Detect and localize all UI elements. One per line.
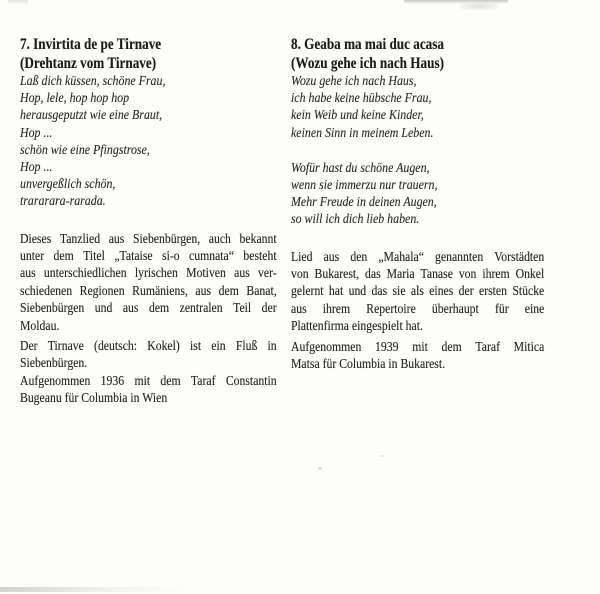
notes-line: Bugeanu für Columbia in Wien [20,390,168,406]
track-7-title: 7. Invirtita de pe Tirnave [20,36,162,53]
scan-speck [381,455,384,457]
notes-line: Matsa für Columbia in Bukarest. [291,356,446,372]
lyric-line: Mehr Freude in deinen Augen, [291,195,437,211]
lyric-line: kein Weib und keine Kinder, [291,108,424,124]
notes-line: Der Tirnave (deutsch: Kokel) ist ein Fluß in [20,338,277,354]
notes-line: aus ihrem Repertoire überhaupt für eine [291,300,545,316]
track-8-notes [291,248,544,373]
notes-line: von Bukarest, das Maria Tanase von ihrem Onkel [291,266,545,282]
track-8-lyrics [291,73,544,229]
notes-line: schiedenen Regionen Rumäniens, aus dem Banat, [20,282,277,298]
lyric-line: Laß dich küssen, schöne Frau, [20,74,166,89]
notes-line: Aufgenommen 1936 mit dem Taraf Constantin [20,372,277,388]
lyric-line: unvergeßlich schön, [20,177,116,193]
lyric-line: herausgeputzt wie eine Braut, [20,108,163,124]
track-7-notes [20,230,277,407]
lyric-line: so will ich dich lieb haben. [291,212,420,228]
lyrics-stanza [291,73,544,142]
lyric-line: Wozu gehe ich nach Haus, [291,74,417,89]
lyrics-stanza [291,160,544,229]
scan-smudge-top-left [8,0,28,5]
scan-smudge-bottom-left [0,587,190,592]
notes-line: Siebenbürgen und aus dem zentralen Teil der [20,300,277,316]
lyric-line: ich habe keine hübsche Frau, [291,91,432,107]
lyric-line: keinen Sinn in meinem Leben. [291,125,434,141]
notes-line: Plattenfirma eingespielt hat. [291,318,423,334]
lyric-line: Hop, lele, hop hop hop [20,91,130,107]
notes-line: Siebenbürgen. [20,355,88,371]
track-7-section [20,36,277,407]
notes-line: Dieses Tanzlied aus Siebenbürgen, auch bekannt [20,230,277,246]
notes-line: Lied aus den „Mahala“ genannten Vorstädten [291,248,545,264]
notes-line: aus unterschiedlichen lyrischen Motiven aus ver- [20,265,277,281]
notes-line: gelernt hat und das sie als eines der ersten Stücke [291,283,545,299]
lyric-line: trararara-rarada. [20,194,106,210]
lyric-line: schön wie eine Pfingstrose, [20,142,150,158]
track-8-title: 8. Geaba ma mai duc acasa [291,36,444,53]
notes-line: Moldau. [20,317,60,333]
lyric-line: wenn sie immerzu nur trauern, [291,178,438,194]
track-8-section [291,36,544,372]
track-8-subtitle: (Wozu gehe ich nach Haus) [291,54,444,72]
track-7-subtitle: (Drehtanz vom Tirnave) [20,54,157,72]
scan-speck [318,467,322,470]
notes-line: unter dem Titel „Tataise si-o cumnata“ besteht [20,248,277,264]
scan-smudge-top-blob [460,2,498,10]
scan-smudge-top [404,0,508,4]
lyric-line: Hop ... [20,160,53,176]
lyric-line: Wofür hast du schöne Augen, [291,160,430,176]
notes-line: Aufgenommen 1939 mit dem Taraf Mitica [291,338,545,354]
lyric-line: Hop ... [20,125,53,141]
track-7-lyrics [20,73,277,211]
